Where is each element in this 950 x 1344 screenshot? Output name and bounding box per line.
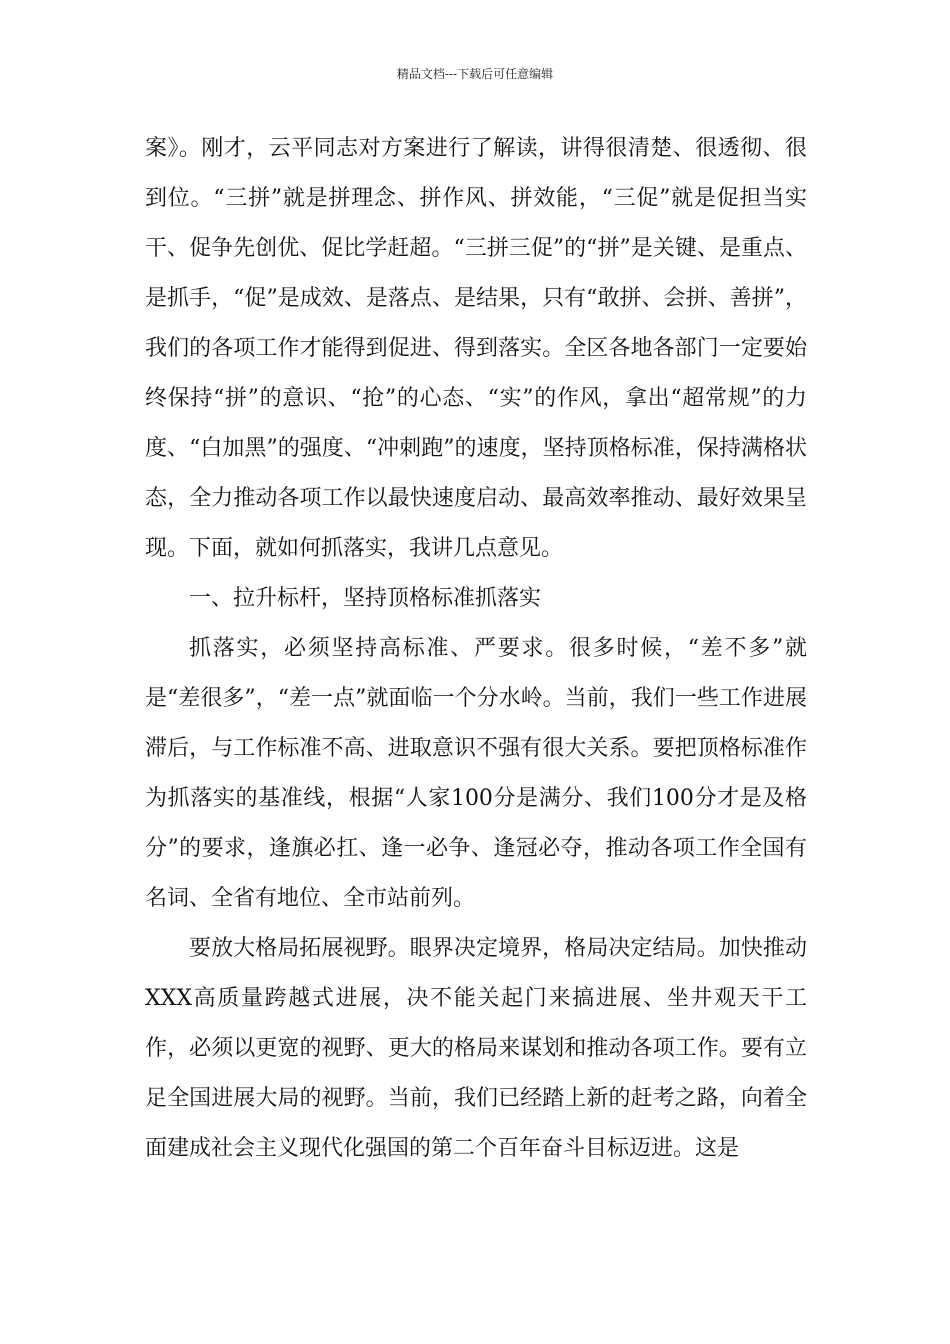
document-body bbox=[145, 124, 807, 1174]
section-heading: 一、拉升标杆，坚持顶格标准抓落实 bbox=[189, 586, 542, 611]
paragraph-intro: 案》。刚才，云平同志对方案进行了解读，讲得很清楚、很透彻、很到位。“三拼”就是拼理念、拼作风、拼效能，“三促”就是促担当实干、促争先创优、促比学赶超。“三拼三促”的“拼”是关键、是重点、是抓手，“促”是成效、是落点、是结果，只有“敢拼、会拼、善拼”，我们的各项工作才能得到促进、得到落实。全区各地各部门一定要始终保持“拼”的意识、“抢”的心态、“实”的作风，拿出“超常规”的力度、“白加黑”的强度、“冲刺跑”的速度，坚持顶格标准，保持满格状态，全力推动各项工作以最快速度启动、最高效率推动、最好效果呈现。下面，就如何抓落实，我讲几点意见。 bbox=[145, 136, 807, 561]
paragraph-vision: 要放大格局拓展视野。眼界决定境界，格局决定结局。加快推动XXX高质量跨越式进展，决不能关起门来搞进展、坐井观天干工作，必须以更宽的视野、更大的格局来谋划和推动各项工作。要有立足全国进展大局的视野。当前，我们已经踏上新的赶考之路，向着全面建成社会主义现代化强国的第二个百年奋斗目标迈进。这是 bbox=[145, 936, 807, 1161]
page-header: 精品文档---下载后可任意编辑 bbox=[396, 67, 554, 81]
paragraph-standard: 抓落实，必须坚持高标准、严要求。很多时候，“差不多”就是“差很多”，“差一点”就面临一个分水岭。当前，我们一些工作进展滞后，与工作标准不高、进取意识不强有很大关系。要把顶格标准作为抓落实的基准线，根据“人家100分是满分、我们100分才是及格分”的要求，逢旗必扛、逢一必争、逢冠必夺，推动各项工作全国有名词、全省有地位、全市站前列。 bbox=[145, 636, 807, 911]
